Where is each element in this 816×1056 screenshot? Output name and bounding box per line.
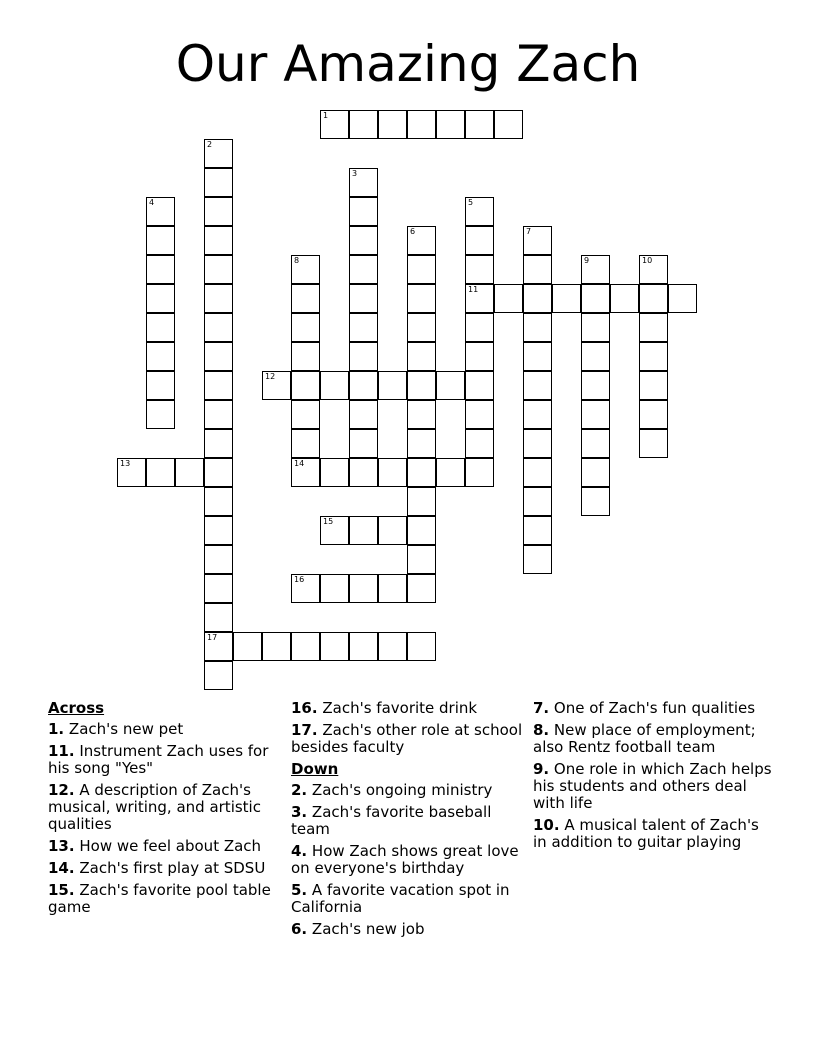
clues-column-2 — [291, 700, 525, 943]
grid-cell[interactable] — [146, 342, 175, 371]
grid-cell[interactable] — [233, 632, 262, 661]
grid-cell[interactable] — [204, 284, 233, 313]
grid-cell[interactable] — [146, 284, 175, 313]
cell-number: 13 — [120, 459, 131, 468]
grid-cell[interactable] — [378, 110, 407, 139]
grid-cell[interactable] — [204, 400, 233, 429]
cell-number: 14 — [294, 459, 305, 468]
grid-cell[interactable] — [407, 110, 436, 139]
grid-cell[interactable] — [378, 458, 407, 487]
grid-cell[interactable] — [523, 371, 552, 400]
grid-cell[interactable] — [465, 110, 494, 139]
grid-cell[interactable] — [320, 574, 349, 603]
clue-text: Zach's favorite baseball team — [291, 803, 492, 838]
grid-cell[interactable] — [204, 168, 233, 197]
clue-text: A favorite vacation spot in California — [291, 881, 510, 916]
grid-cell[interactable] — [349, 429, 378, 458]
grid-cell[interactable] — [349, 574, 378, 603]
grid-cell[interactable] — [320, 458, 349, 487]
grid-cell[interactable] — [291, 632, 320, 661]
grid-cell[interactable] — [204, 545, 233, 574]
grid-cell[interactable] — [407, 429, 436, 458]
clue-text: A musical talent of Zach's in addition to guitar playing — [533, 816, 759, 851]
grid-cell[interactable] — [291, 284, 320, 313]
grid-cell[interactable] — [204, 574, 233, 603]
grid-cell[interactable] — [291, 458, 320, 487]
grid-cell[interactable] — [407, 516, 436, 545]
grid-cell[interactable] — [204, 197, 233, 226]
grid-cell[interactable] — [204, 226, 233, 255]
grid-cell[interactable] — [204, 661, 233, 690]
grid-cell[interactable] — [378, 574, 407, 603]
grid-cell[interactable] — [320, 110, 349, 139]
grid-cell[interactable] — [407, 632, 436, 661]
down-heading: Down — [291, 760, 339, 778]
grid-cell[interactable] — [581, 400, 610, 429]
clue-down-5 — [291, 882, 525, 916]
grid-cell[interactable] — [349, 458, 378, 487]
grid-cell[interactable] — [668, 284, 697, 313]
clue-across-17 — [291, 722, 525, 756]
grid-cell[interactable] — [639, 255, 668, 284]
grid-cell[interactable] — [146, 371, 175, 400]
clue-number: 12. — [48, 781, 75, 799]
clue-down-2 — [291, 782, 525, 799]
grid-cell[interactable] — [204, 255, 233, 284]
grid-cell[interactable] — [523, 400, 552, 429]
cell-number: 11 — [468, 285, 479, 294]
grid-cell[interactable] — [639, 342, 668, 371]
grid-cell[interactable] — [320, 516, 349, 545]
clues-column-3 — [533, 700, 773, 856]
grid-cell[interactable] — [581, 342, 610, 371]
clue-text: How we feel about Zach — [79, 837, 262, 855]
grid-cell[interactable] — [523, 284, 552, 313]
cell-number: 3 — [352, 169, 358, 178]
clue-text: How Zach shows great love on everyone's birthday — [291, 842, 519, 877]
grid-cell[interactable] — [639, 313, 668, 342]
grid-cell[interactable] — [639, 400, 668, 429]
grid-cell[interactable] — [581, 313, 610, 342]
grid-cell[interactable] — [407, 574, 436, 603]
grid-cell[interactable] — [378, 632, 407, 661]
grid-cell[interactable] — [465, 313, 494, 342]
clue-number: 15. — [48, 881, 75, 899]
grid-cell[interactable] — [204, 371, 233, 400]
cell-number: 2 — [207, 140, 213, 149]
grid-cell[interactable] — [523, 545, 552, 574]
grid-cell[interactable] — [146, 400, 175, 429]
clue-down-10 — [533, 817, 773, 851]
grid-cell[interactable] — [262, 632, 291, 661]
cell-number: 8 — [294, 256, 300, 265]
grid-cell[interactable] — [204, 458, 233, 487]
grid-cell[interactable] — [407, 458, 436, 487]
cell-number: 12 — [265, 372, 276, 381]
grid-cell[interactable] — [407, 545, 436, 574]
grid-cell[interactable] — [204, 632, 233, 661]
grid-cell[interactable] — [523, 313, 552, 342]
grid-cell[interactable] — [523, 255, 552, 284]
grid-cell[interactable] — [378, 516, 407, 545]
cell-number: 15 — [323, 517, 334, 526]
grid-cell[interactable] — [581, 255, 610, 284]
grid-cell[interactable] — [552, 284, 581, 313]
grid-cell[interactable] — [291, 313, 320, 342]
grid-cell[interactable] — [523, 487, 552, 516]
clue-text: Zach's other role at school besides faculty — [291, 721, 523, 756]
grid-cell[interactable] — [610, 284, 639, 313]
grid-cell[interactable] — [349, 168, 378, 197]
clue-number: 8. — [533, 721, 550, 739]
grid-cell[interactable] — [465, 197, 494, 226]
grid-cell[interactable] — [639, 371, 668, 400]
grid-cell[interactable] — [465, 429, 494, 458]
grid-cell[interactable] — [204, 342, 233, 371]
grid-cell[interactable] — [349, 342, 378, 371]
grid-cell[interactable] — [465, 255, 494, 284]
clue-across-12 — [48, 782, 284, 833]
clue-number: 5. — [291, 881, 308, 899]
grid-cell[interactable] — [581, 458, 610, 487]
grid-cell[interactable] — [465, 284, 494, 313]
grid-cell[interactable] — [349, 226, 378, 255]
grid-cell[interactable] — [407, 255, 436, 284]
clue-number: 17. — [291, 721, 318, 739]
grid-cell[interactable] — [436, 110, 465, 139]
grid-cell[interactable] — [523, 516, 552, 545]
grid-cell[interactable] — [407, 313, 436, 342]
clue-number: 16. — [291, 699, 318, 717]
puzzle-title: Our Amazing Zach — [175, 35, 641, 93]
grid-cell[interactable] — [639, 284, 668, 313]
cell-number: 9 — [584, 256, 590, 265]
clue-number: 3. — [291, 803, 308, 821]
clue-number: 6. — [291, 920, 308, 938]
cell-number: 7 — [526, 227, 532, 236]
grid-cell[interactable] — [349, 371, 378, 400]
grid-cell[interactable] — [407, 226, 436, 255]
clue-across-13 — [48, 838, 284, 855]
grid-cell[interactable] — [523, 458, 552, 487]
clue-text: Zach's new job — [311, 920, 425, 938]
grid-cell[interactable] — [581, 487, 610, 516]
clue-text: Instrument Zach uses for his song "Yes" — [48, 742, 269, 777]
grid-cell[interactable] — [407, 487, 436, 516]
grid-cell[interactable] — [349, 516, 378, 545]
grid-cell[interactable] — [204, 313, 233, 342]
grid-cell[interactable] — [204, 429, 233, 458]
grid-cell[interactable] — [378, 371, 407, 400]
clue-number: 1. — [48, 720, 65, 738]
grid-cell[interactable] — [436, 371, 465, 400]
cell-number: 16 — [294, 575, 305, 584]
grid-cell[interactable] — [436, 458, 465, 487]
cell-number: 6 — [410, 227, 416, 236]
grid-cell[interactable] — [407, 284, 436, 313]
clue-down-9 — [533, 761, 773, 812]
clues-column-1 — [48, 700, 284, 921]
clue-number: 9. — [533, 760, 550, 778]
clue-text: One role in which Zach helps his students and others deal with life — [533, 760, 772, 812]
clue-text: Zach's ongoing ministry — [311, 781, 493, 799]
grid-cell[interactable] — [262, 371, 291, 400]
grid-cell[interactable] — [523, 342, 552, 371]
grid-cell[interactable] — [291, 400, 320, 429]
clue-down-4 — [291, 843, 525, 877]
clue-text: Zach's favorite drink — [322, 699, 478, 717]
grid-cell[interactable] — [407, 371, 436, 400]
clue-number: 10. — [533, 816, 560, 834]
clue-number: 13. — [48, 837, 75, 855]
grid-cell[interactable] — [639, 429, 668, 458]
grid-cell[interactable] — [349, 400, 378, 429]
clue-number: 14. — [48, 859, 75, 877]
clue-across-14 — [48, 860, 284, 877]
grid-cell[interactable] — [581, 284, 610, 313]
grid-cell[interactable] — [349, 313, 378, 342]
cell-number: 1 — [323, 111, 329, 120]
across-heading: Across — [48, 699, 105, 717]
grid-cell[interactable] — [146, 197, 175, 226]
grid-cell[interactable] — [175, 458, 204, 487]
grid-cell[interactable] — [146, 255, 175, 284]
clue-across-11 — [48, 743, 284, 777]
clue-number: 4. — [291, 842, 308, 860]
grid-cell[interactable] — [349, 255, 378, 284]
clue-down-3 — [291, 804, 525, 838]
grid-cell[interactable] — [146, 226, 175, 255]
grid-cell[interactable] — [523, 226, 552, 255]
grid-cell[interactable] — [407, 342, 436, 371]
clue-text: Zach's favorite pool table game — [48, 881, 271, 916]
grid-cell[interactable] — [465, 458, 494, 487]
clue-text: New place of employment; also Rentz football team — [533, 721, 756, 756]
grid-cell[interactable] — [407, 400, 436, 429]
grid-cell[interactable] — [291, 255, 320, 284]
grid-cell[interactable] — [291, 429, 320, 458]
grid-cell[interactable] — [349, 284, 378, 313]
grid-cell[interactable] — [465, 342, 494, 371]
grid-cell[interactable] — [494, 284, 523, 313]
grid-cell[interactable] — [581, 371, 610, 400]
clue-number: 2. — [291, 781, 308, 799]
clue-down-7 — [533, 700, 773, 717]
grid-cell[interactable] — [291, 342, 320, 371]
cell-number: 10 — [642, 256, 653, 265]
clue-number: 7. — [533, 699, 550, 717]
grid-cell[interactable] — [146, 313, 175, 342]
grid-cell[interactable] — [320, 371, 349, 400]
clue-across-1 — [48, 721, 284, 738]
grid-cell[interactable] — [349, 197, 378, 226]
grid-cell[interactable] — [494, 110, 523, 139]
grid-cell[interactable] — [523, 429, 552, 458]
clue-number: 11. — [48, 742, 75, 760]
grid-cell[interactable] — [291, 574, 320, 603]
cell-number: 5 — [468, 198, 474, 207]
grid-cell[interactable] — [465, 371, 494, 400]
clue-text: Zach's new pet — [68, 720, 184, 738]
clue-down-8 — [533, 722, 773, 756]
grid-cell[interactable] — [204, 487, 233, 516]
grid-cell[interactable] — [204, 139, 233, 168]
clue-across-16 — [291, 700, 525, 717]
grid-cell[interactable] — [117, 458, 146, 487]
grid-cell[interactable] — [349, 110, 378, 139]
grid-cell[interactable] — [465, 226, 494, 255]
grid-cell[interactable] — [320, 632, 349, 661]
grid-cell[interactable] — [291, 371, 320, 400]
grid-cell[interactable] — [204, 516, 233, 545]
clue-down-6 — [291, 921, 525, 938]
clue-text: A description of Zach's musical, writing, and artistic qualities — [48, 781, 261, 833]
grid-cell[interactable] — [581, 429, 610, 458]
grid-cell[interactable] — [465, 400, 494, 429]
cell-number: 17 — [207, 633, 218, 642]
clue-text: Zach's first play at SDSU — [79, 859, 266, 877]
cell-number: 4 — [149, 198, 155, 207]
clue-across-15 — [48, 882, 284, 916]
grid-cell[interactable] — [204, 603, 233, 632]
grid-cell[interactable] — [349, 632, 378, 661]
grid-cell[interactable] — [146, 458, 175, 487]
clue-text: One of Zach's fun qualities — [553, 699, 756, 717]
